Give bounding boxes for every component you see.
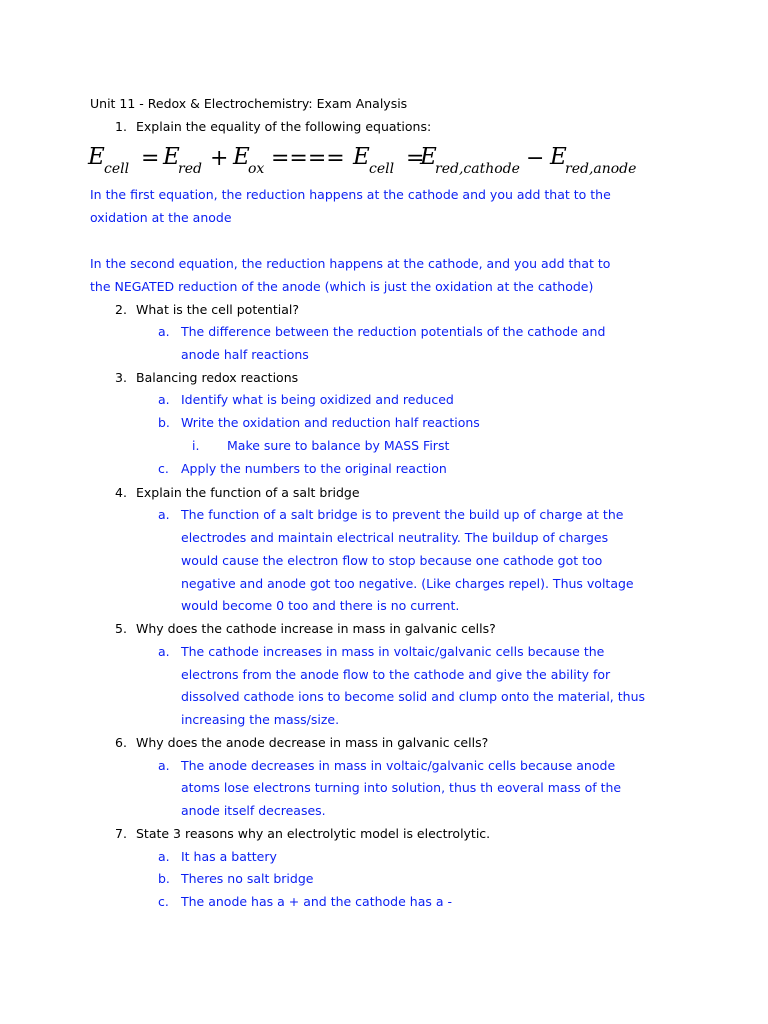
answer-7c-marker: c. xyxy=(158,894,169,909)
answer-7c: The anode has a + and the cathode has a - xyxy=(181,894,452,909)
answer-4-line: would become 0 too and there is no current. xyxy=(181,598,460,613)
equation-minus: − xyxy=(526,146,545,171)
equation-sub-ox: ox xyxy=(248,161,265,177)
answer-3bi-marker: i. xyxy=(192,438,200,453)
answer-7a-marker: a. xyxy=(158,849,170,864)
answer-5-line: increasing the mass/size. xyxy=(181,712,340,727)
question-5-text: Why does the cathode increase in mass in galvanic cells? xyxy=(136,621,496,636)
answer-3b-marker: b. xyxy=(158,415,170,430)
question-7-number: 7. xyxy=(115,826,127,841)
answer-6-line: atoms lose electrons turning into solution, thus th eoveral mass of the xyxy=(181,780,622,795)
answer-7a: It has a battery xyxy=(181,849,277,864)
answer-5-marker: a. xyxy=(158,644,170,659)
answer-1-line: In the second equation, the reduction happens at the cathode, and you add that to xyxy=(90,256,611,271)
equation-e-red: E xyxy=(163,144,180,170)
question-4-number: 4. xyxy=(115,485,127,500)
question-3-number: 3. xyxy=(115,370,127,385)
equation-sub-red-anode: red,anode xyxy=(565,161,637,177)
answer-3c-marker: c. xyxy=(158,461,169,476)
answer-6-line: anode itself decreases. xyxy=(181,803,326,818)
question-7-text: State 3 reasons why an electrolytic model is electrolytic. xyxy=(136,826,491,841)
answer-1-line: the NEGATED reduction of the anode (which is just the oxidation at the cathode) xyxy=(90,279,594,294)
answer-3a-marker: a. xyxy=(158,392,170,407)
answer-1-line: In the first equation, the reduction happens at the cathode and you add that to the xyxy=(90,187,611,202)
answer-7b: Theres no salt bridge xyxy=(181,871,314,886)
answer-5-line: electrons from the anode flow to the cathode and give the ability for xyxy=(181,667,611,682)
equation-e-cell-2: E xyxy=(353,144,370,170)
answer-5-line: The cathode increases in mass in voltaic/galvanic cells because the xyxy=(181,644,605,659)
equation-equals-2: = xyxy=(406,146,425,171)
answer-3bi: Make sure to balance by MASS First xyxy=(227,438,450,453)
answer-4-line: The function of a salt bridge is to prevent the build up of charge at the xyxy=(181,507,624,522)
equation-plus: + xyxy=(210,146,229,171)
answer-3b: Write the oxidation and reduction half reactions xyxy=(181,415,480,430)
answer-6-line: The anode decreases in mass in voltaic/galvanic cells because anode xyxy=(181,758,616,773)
equation-sub-cell-2: cell xyxy=(369,161,395,177)
answer-7b-marker: b. xyxy=(158,871,170,886)
document-title: Unit 11 - Redox & Electrochemistry: Exam Analysis xyxy=(90,96,408,111)
answer-4-marker: a. xyxy=(158,507,170,522)
answer-2-line: anode half reactions xyxy=(181,347,309,362)
question-2-text: What is the cell potential? xyxy=(136,302,299,317)
equation-e-cell-1: E xyxy=(88,144,105,170)
equation-equals-1: = xyxy=(141,146,160,171)
question-1-number: 1. xyxy=(115,119,127,134)
answer-4-line: would cause the electron flow to stop because one cathode got too xyxy=(181,553,603,568)
equation-e-red-anode: E xyxy=(550,144,567,170)
answer-2-marker: a. xyxy=(158,324,170,339)
question-3-text: Balancing redox reactions xyxy=(136,370,299,385)
answer-4-line: electrodes and maintain electrical neutrality. The buildup of charges xyxy=(181,530,609,545)
equation-sub-red: red xyxy=(178,161,202,177)
answer-1-line: oxidation at the anode xyxy=(90,210,232,225)
answer-2-line: The difference between the reduction potentials of the cathode and xyxy=(181,324,606,339)
question-2-number: 2. xyxy=(115,302,127,317)
question-1-text: Explain the equality of the following equations: xyxy=(136,119,432,134)
equation-sub-cell-1: cell xyxy=(104,161,130,177)
question-4-text: Explain the function of a salt bridge xyxy=(136,485,360,500)
answer-3a: Identify what is being oxidized and reduced xyxy=(181,392,454,407)
equation-arrow: ==== xyxy=(271,146,345,171)
question-6-text: Why does the anode decrease in mass in galvanic cells? xyxy=(136,735,489,750)
answer-4-line: negative and anode got too negative. (Like charges repel). Thus voltage xyxy=(181,576,634,591)
answer-3c: Apply the numbers to the original reaction xyxy=(181,461,447,476)
equation-e-ox: E xyxy=(233,144,250,170)
answer-5-line: dissolved cathode ions to become solid and clump onto the material, thus xyxy=(181,689,646,704)
question-6-number: 6. xyxy=(115,735,127,750)
equation-sub-red-cathode: red,cathode xyxy=(435,161,520,177)
answer-6-marker: a. xyxy=(158,758,170,773)
equation xyxy=(88,144,688,178)
equation-e-red-cathode: E xyxy=(420,144,437,170)
question-5-number: 5. xyxy=(115,621,127,636)
